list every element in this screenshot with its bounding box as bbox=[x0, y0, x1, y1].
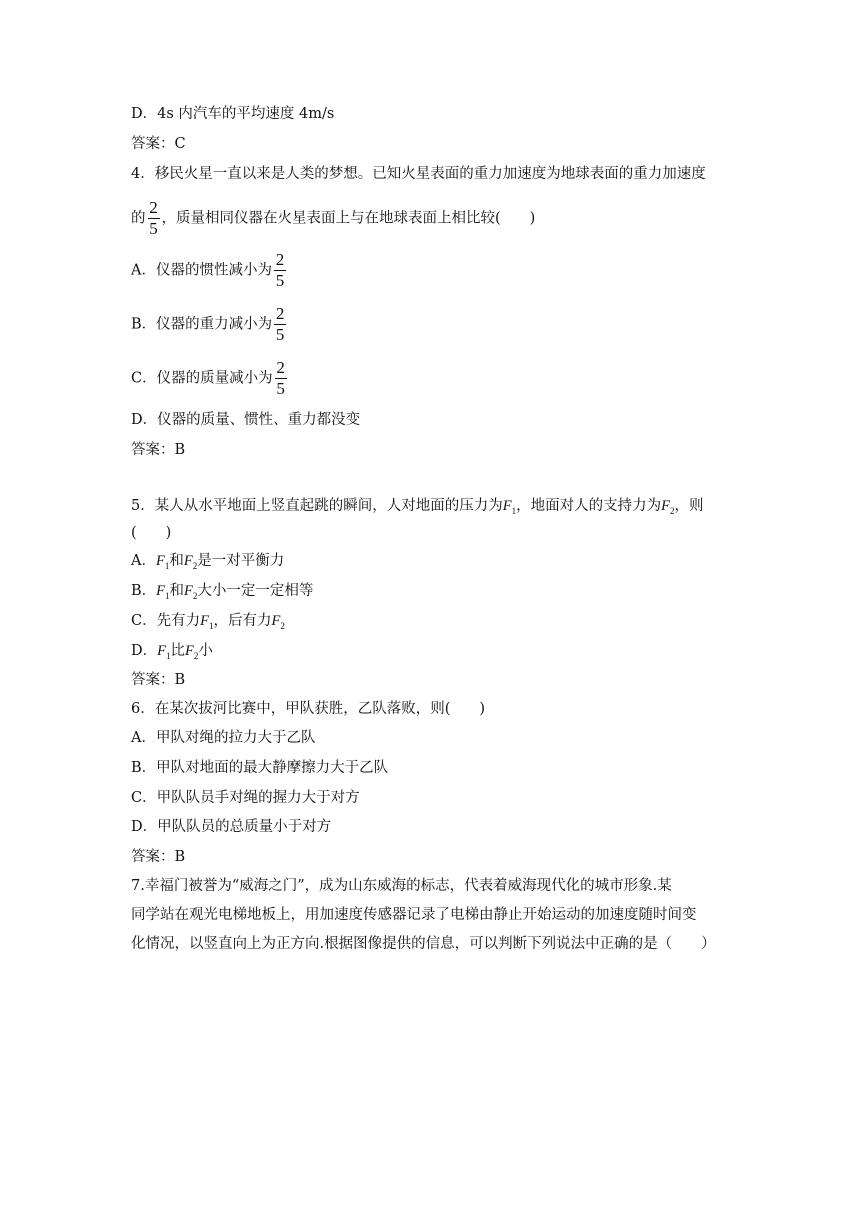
q6-option-c: C．甲队队员手对绳的握力大于对方 bbox=[131, 790, 360, 806]
q5-option-b: B．$F_1$和$F_2$大小一定一定相等 bbox=[131, 583, 314, 601]
q4-option-d: D．仪器的质量、惯性、重力都没变 bbox=[131, 412, 361, 428]
q6-stem: 6．在某次拔河比赛中，甲队获胜，乙队落败，则( ) bbox=[131, 701, 486, 717]
fraction-two-fifths: $\frac{2}{5}$ bbox=[275, 250, 285, 290]
q3-option-d: D．4s 内汽车的平均速度 4m/s bbox=[131, 106, 335, 122]
q4-stem-line2 bbox=[131, 199, 535, 238]
q5-option-c: C．先有力$F_1$，后有力$F_2$ bbox=[131, 613, 285, 631]
q6-option-d: D．甲队队员的总质量小于对方 bbox=[131, 819, 332, 835]
q6-option-b: B．甲队对地面的最大静摩擦力大于乙队 bbox=[131, 760, 389, 776]
q7-stem-line3: 化情况，以竖直向上为正方向.根据图像提供的信息，可以判断下列说法中正确的是（ ） bbox=[131, 936, 716, 952]
q4-answer: 答案：B bbox=[131, 442, 186, 458]
q7-stem-line2: 同学站在观光电梯地板上，用加速度传感器记录了电梯由静止开始运动的加速度随时间变 bbox=[131, 907, 697, 923]
q3-answer: 答案：C bbox=[131, 136, 186, 152]
fraction-two-fifths: $\frac{2}{5}$ bbox=[276, 358, 285, 398]
q4-stem-line1: 4．移民火星一直以来是人类的梦想。已知火星表面的重力加速度为地球表面的重力加速度 bbox=[131, 166, 706, 182]
q5-stem-line1: 5．某人从水平地面上竖直起跳的瞬间，人对地面的压力为$F_1$，地面对人的支持力为$F_2$，则 bbox=[131, 498, 704, 516]
q5-stem-line2: ( ) bbox=[131, 525, 172, 541]
fraction-two-fifths: $\frac{2}{5}$ bbox=[149, 198, 158, 238]
q5-answer: 答案：B bbox=[131, 672, 186, 688]
q4-stem-prefix: 的 bbox=[131, 210, 146, 227]
q7-stem-line1: 7.幸福门被誉为“威海之门”，成为山东威海的标志，代表着威海现代化的城市形象.某 bbox=[131, 878, 672, 894]
q4-option-a: A．仪器的惯性减小为 $\frac{2}{5}$ bbox=[131, 250, 285, 290]
q6-option-a: A．甲队对绳的拉力大于乙队 bbox=[131, 730, 316, 746]
q5-option-d: D．$F_1$比$F_2$小 bbox=[131, 643, 213, 661]
q6-answer: 答案：B bbox=[131, 849, 186, 865]
q4-option-b: B．仪器的重力减小为 $\frac{2}{5}$ bbox=[131, 304, 285, 344]
fraction-two-fifths: $\frac{2}{5}$ bbox=[275, 304, 285, 344]
q4-stem-suffix: ，质量相同仪器在火星表面上与在地球表面上相比较( ) bbox=[161, 210, 536, 227]
q5-option-a: A．$F_1$和$F_2$是一对平衡力 bbox=[131, 553, 285, 571]
q4-option-c: C．仪器的质量减小为 $\frac{2}{5}$ bbox=[131, 358, 285, 398]
